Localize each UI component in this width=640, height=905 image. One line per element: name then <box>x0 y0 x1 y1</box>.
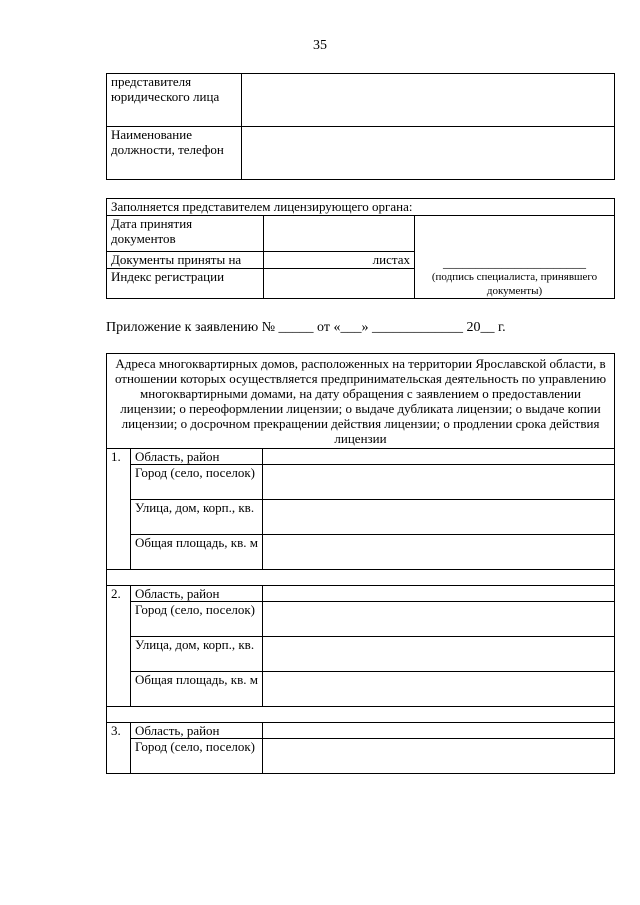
group-number: 3. <box>107 723 131 774</box>
representative-table <box>106 73 615 180</box>
group-spacer-row <box>107 570 615 586</box>
table-row <box>107 586 615 602</box>
docs-sheets-cell[interactable] <box>264 252 415 269</box>
address-field-label: Город (село, поселок) <box>131 465 263 500</box>
address-field-label: Область, район <box>131 449 263 465</box>
address-field-label: Область, район <box>131 586 263 602</box>
address-field-value[interactable] <box>263 672 615 707</box>
address-field-label: Город (село, поселок) <box>131 602 263 637</box>
group-spacer-row <box>107 707 615 723</box>
docs-suffix: листах <box>372 252 410 267</box>
label-representative: представителя юридического лица <box>107 74 242 127</box>
table-row <box>107 500 615 535</box>
value-cell-representative[interactable] <box>242 74 615 127</box>
label-registration-index: Индекс регистрации <box>107 269 264 299</box>
label-date-accepted: Дата принятия документов <box>107 216 264 252</box>
address-field-value[interactable] <box>263 586 615 602</box>
value-cell-date-accepted[interactable] <box>264 216 415 252</box>
address-field-value[interactable] <box>263 637 615 672</box>
address-field-value[interactable] <box>263 739 615 774</box>
address-field-value[interactable] <box>263 465 615 500</box>
label-position-phone: Наименование должности, телефон <box>107 127 242 180</box>
label-docs-accepted: Документы приняты на <box>107 252 264 269</box>
address-field-label: Общая площадь, кв. м <box>131 672 263 707</box>
address-field-label: Город (село, поселок) <box>131 739 263 774</box>
address-field-value[interactable] <box>263 500 615 535</box>
table-row <box>107 465 615 500</box>
value-cell-registration-index[interactable] <box>264 269 415 299</box>
table-row <box>107 74 615 127</box>
address-field-label: Улица, дом, корп., кв. <box>131 500 263 535</box>
page-number: 35 <box>313 38 327 53</box>
address-field-value[interactable] <box>263 449 615 465</box>
authority-header: Заполняется представителем лицензирующего органа: <box>107 199 615 216</box>
appendix-line: Приложение к заявлению № _____ от «___» _____________ 20__ г. <box>106 320 506 335</box>
signature-cell <box>415 216 615 299</box>
table-row <box>107 602 615 637</box>
addresses-header: Адреса многоквартирных домов, расположенных на территории Ярославской области, в отношении которых осуществляется предпринимательская деятельность по управлению многоквартирными домами, на дату обращения с заявлением о предоставлении лицензии; о переоформлении лицензии; о выдаче дубликата лицензии; о выдаче копии лицензии; о досрочном прекращении действия лицензии; о продлении срока действия лицензии <box>107 354 615 449</box>
address-field-label: Общая площадь, кв. м <box>131 535 263 570</box>
table-row <box>107 216 615 252</box>
spacer-cell <box>107 570 615 586</box>
group-number: 1. <box>107 449 131 570</box>
address-field-value[interactable] <box>263 723 615 739</box>
address-field-value[interactable] <box>263 602 615 637</box>
address-field-label: Улица, дом, корп., кв. <box>131 637 263 672</box>
value-cell-position-phone[interactable] <box>242 127 615 180</box>
addresses-table <box>106 353 615 774</box>
signature-caption: (подпись специалиста, принявшего документы) <box>431 271 598 297</box>
signature-line: ______________________ <box>443 255 586 270</box>
group-number: 2. <box>107 586 131 707</box>
table-row <box>107 637 615 672</box>
spacer-cell <box>107 707 615 723</box>
table-row <box>107 723 615 739</box>
table-row <box>107 199 615 216</box>
table-row <box>107 127 615 180</box>
table-row <box>107 535 615 570</box>
table-row <box>107 672 615 707</box>
licensing-authority-table <box>106 198 615 299</box>
address-field-value[interactable] <box>263 535 615 570</box>
table-row <box>107 739 615 774</box>
address-field-label: Область, район <box>131 723 263 739</box>
table-row <box>107 449 615 465</box>
table-row <box>107 354 615 449</box>
